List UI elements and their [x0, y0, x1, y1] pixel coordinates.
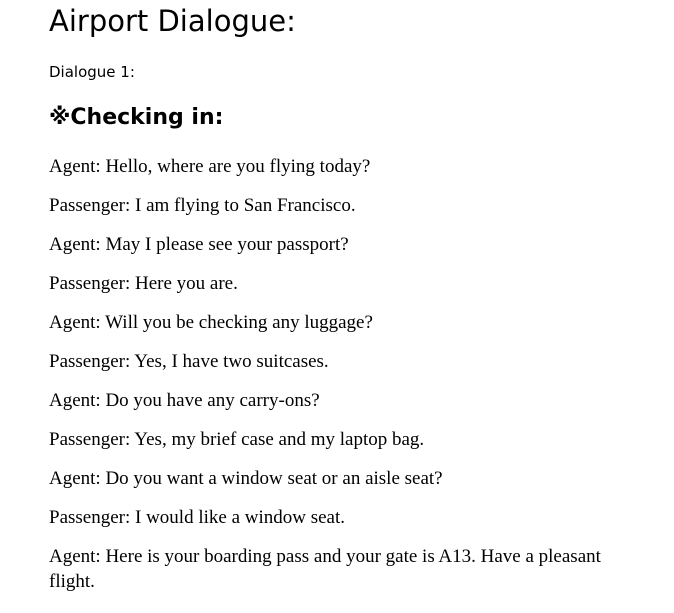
dialogue-line: Agent: Do you have any carry-ons? [49, 390, 320, 411]
dialogue-line: Agent: Do you want a window seat or an aisle seat? [49, 468, 443, 489]
dialogue-line: Passenger: Yes, I have two suitcases. [49, 351, 329, 372]
dialogue-line: Agent: Hello, where are you flying today? [49, 156, 371, 177]
dialogue-line: Agent: Will you be checking any luggage? [49, 312, 373, 333]
dialogue-line: Agent: May I please see your passport? [49, 234, 349, 255]
dialogue-line: Passenger: Here you are. [49, 273, 238, 294]
dialogue-line: Passenger: I am flying to San Francisco. [49, 195, 356, 216]
dialogue-line: Agent: Here is your boarding pass and your gate is A13. Have a pleasant flight. [49, 546, 601, 592]
section-heading: ※Checking in: [49, 105, 224, 130]
document-title: Airport Dialogue: [49, 4, 296, 38]
dialogue-number-label: Dialogue 1: [49, 63, 135, 81]
dialogue-line: Passenger: Yes, my brief case and my laptop bag. [49, 429, 425, 450]
dialogue-line: Passenger: I would like a window seat. [49, 507, 346, 528]
